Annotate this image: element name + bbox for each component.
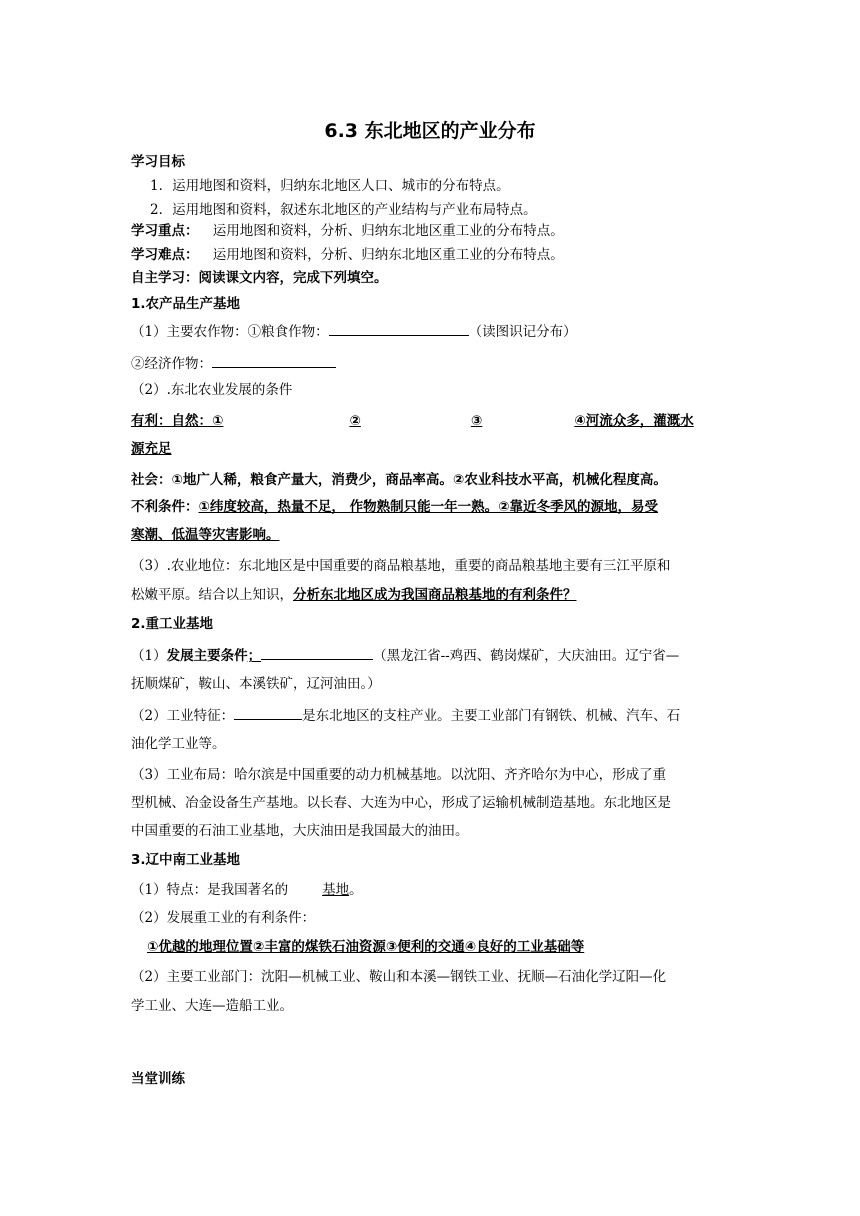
unfavorable-continued: 寒潮、低温等灾害影响。 (131, 527, 280, 543)
feature-answer: 基地 (322, 882, 350, 898)
main-industries-line2: 学工业、大连—造船工业。 (131, 998, 293, 1014)
grain-crops-blank[interactable] (329, 321, 469, 336)
section2-heading: 2.重工业基地 (131, 616, 214, 632)
cash-crops-row (131, 353, 731, 374)
unfavorable-text: ①纬度较高，热量不足， 作物熟制只能一年一熟。②靠近冬季风的源地，易受 (198, 499, 659, 515)
favorable-conditions-row (131, 411, 731, 431)
grain-crops-note: （读图识记分布） (468, 324, 577, 340)
industry-conditions-row (131, 645, 731, 666)
page-title: 6.3 东北地区的产业分布 (324, 120, 536, 142)
favorable-item-3: ③ (470, 413, 483, 429)
agri-status-text: 松嫩平原。结合以上知识， (131, 587, 293, 603)
conditions-index: （1） (131, 648, 167, 664)
industry-layout-line1: （3）工业布局：哈尔滨是中国重要的动力机械基地。以沈阳、齐齐哈尔为中心，形成了重 (131, 767, 667, 783)
conditions-colon: ； (247, 648, 262, 664)
section1-heading: 1.农产品生产基地 (131, 296, 241, 312)
objective-item: 1．运用地图和资料，归纳东北地区人口、城市的分布特点。 (150, 178, 510, 194)
features-text: 是东北地区的支柱产业。主要工业部门有钢铁、机械、汽车、石 (302, 708, 681, 724)
difficulty-row (131, 245, 731, 265)
grain-crops-prompt: （1）主要农作物：①粮食作物： (131, 324, 329, 340)
industry-features-row (131, 705, 731, 726)
conditions-note: （黑龙江省--鸡西、鹤岗煤矿，大庆油田。辽宁省— (373, 648, 680, 664)
heavy-industry-conditions-heading: （2）发展重工业的有利条件： (131, 910, 316, 926)
cash-crops-prompt: ②经济作物： (131, 356, 212, 372)
unfavorable-label: 不利条件： (131, 499, 199, 515)
industry-layout-line2: 型机械、冶金设备生产基地。以长春、大连为中心，形成了运输机械制造基地。东北地区是 (131, 795, 671, 811)
difficulty-text: 运用地图和资料，分析、归纳东北地区重工业的分布特点。 (212, 247, 564, 263)
agri-status-line1: （3）.农业地位：东北地区是中国重要的商品粮基地，重要的商品粮基地主要有三江平原和 (131, 558, 671, 574)
social-conditions: 社会：①地广人稀，粮食产量大，消费少，商品率高。②农业科技水平高，机械化程度高。 (131, 472, 667, 488)
self-study-instruction: 自主学习：阅读课文内容，完成下列填空。 (131, 270, 388, 286)
conditions-blank[interactable] (261, 645, 373, 660)
section3-heading: 3.辽中南工业基地 (131, 852, 241, 868)
agri-conditions-heading: （2）.东北农业发展的条件 (131, 382, 293, 398)
main-industries-line1: （2）主要工业部门：沈阳—机械工业、鞍山和本溪—钢铁工业、抚顺—石油化学辽阳—化 (131, 969, 667, 985)
features-continued: 油化学工业等。 (131, 736, 226, 752)
key-point-label: 学习重点： (131, 223, 199, 239)
features-prompt: （2）工业特征： (131, 708, 235, 724)
favorable-continued: 源充足 (131, 441, 172, 457)
industry-layout-line3: 中国重要的石油工业基地，大庆油田是我国最大的油田。 (131, 823, 469, 839)
favorable-label: 有利：自然：① (131, 413, 224, 429)
conditions-note-continued: 抚顺煤矿，鞍山、本溪铁矿，辽河油田。） (131, 676, 381, 692)
agri-status-line2 (131, 585, 731, 605)
cash-crops-blank[interactable] (212, 353, 336, 368)
feature-period: 。 (349, 882, 363, 898)
section1-crops-row (131, 321, 731, 342)
favorable-item-4: ④河流众多，灌溉水 (574, 413, 694, 429)
liaozhongnan-feature-row (131, 880, 731, 900)
favorable-item-2: ② (349, 413, 361, 429)
unfavorable-row (131, 497, 731, 517)
agri-status-question: 分析东北地区成为我国商品粮基地的有利条件？ (293, 587, 577, 603)
practice-heading: 当堂训练 (131, 1071, 185, 1087)
objective-item: 2．运用地图和资料，叙述东北地区的产业结构与产业布局特点。 (150, 202, 537, 218)
conditions-label: 发展主要条件 (166, 648, 248, 664)
key-point-text: 运用地图和资料，分析、归纳东北地区重工业的分布特点。 (212, 223, 564, 239)
features-blank[interactable] (234, 705, 302, 720)
heavy-industry-conditions-list: ①优越的地理位置②丰富的煤铁石油资源③便利的交通④良好的工业基础等 (147, 939, 585, 955)
feature-prompt: （1）特点：是我国著名的 (131, 882, 289, 898)
objectives-heading: 学习目标 (131, 154, 185, 170)
difficulty-label: 学习难点： (131, 247, 199, 263)
key-point-row (131, 221, 731, 241)
